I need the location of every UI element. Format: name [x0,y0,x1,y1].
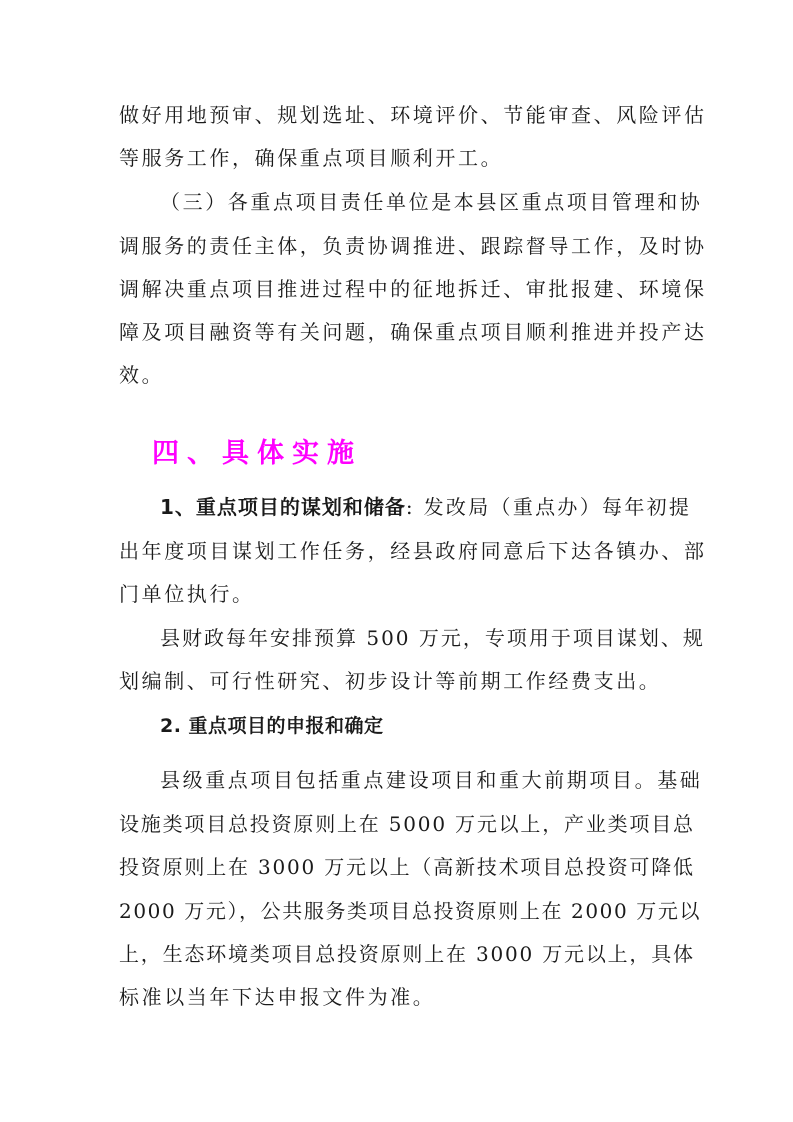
paragraph-line: 2000 万元），公共服务类项目总投资原则上在 2000 万元以 [119,899,702,923]
paragraph-line: 出年度项目谋划工作任务，经县政府同意后下达各镇办、部 [119,539,707,563]
paragraph-line: （三）各重点项目责任单位是本县区重点项目管理和协 [160,190,703,214]
paragraph-line: 投资原则上在 3000 万元以上（高新技术项目总投资可降低 [119,855,695,879]
paragraph-line: 效。 [119,363,165,387]
paragraph-line: 调服务的责任主体，负责协调推进、跟踪督导工作，及时协 [119,234,707,258]
paragraph-line: 标准以当年下达申报文件为准。 [119,985,436,1009]
paragraph-line: 门单位执行。 [119,582,255,606]
paragraph-line: 设施类项目总投资原则上在 5000 万元以上，产业类项目总 [119,812,695,836]
item1-lead: 1、重点项目的谋划和储备 [160,495,406,519]
paragraph-line: 上，生态环境类项目总投资原则上在 3000 万元以上，具体 [119,942,695,966]
item1-heading-line [160,493,691,521]
section-heading: 四、具体实施 [152,438,362,469]
paragraph-line: 县财政每年安排预算 500 万元，专项用于项目谋划、规 [160,626,705,650]
paragraph-line: 调解决重点项目推进过程中的征地拆迁、审批报建、环境保 [119,277,707,301]
paragraph-line: 等服务工作，确保重点项目顺利开工。 [119,146,504,170]
paragraph-line: 划编制、可行性研究、初步设计等前期工作经费支出。 [119,669,662,693]
item1-rest: : 发改局（重点办）每年初提 [405,495,692,519]
paragraph-line: 做好用地预审、规划选址、环境评价、节能审查、风险评估 [119,103,707,127]
item2-heading: 2. 重点项目的申报和确定 [160,715,384,737]
paragraph-line: 县级重点项目包括重点建设项目和重大前期项目。基础 [160,768,703,792]
paragraph-line: 障及项目融资等有关问题，确保重点项目顺利推进并投产达 [119,320,707,344]
